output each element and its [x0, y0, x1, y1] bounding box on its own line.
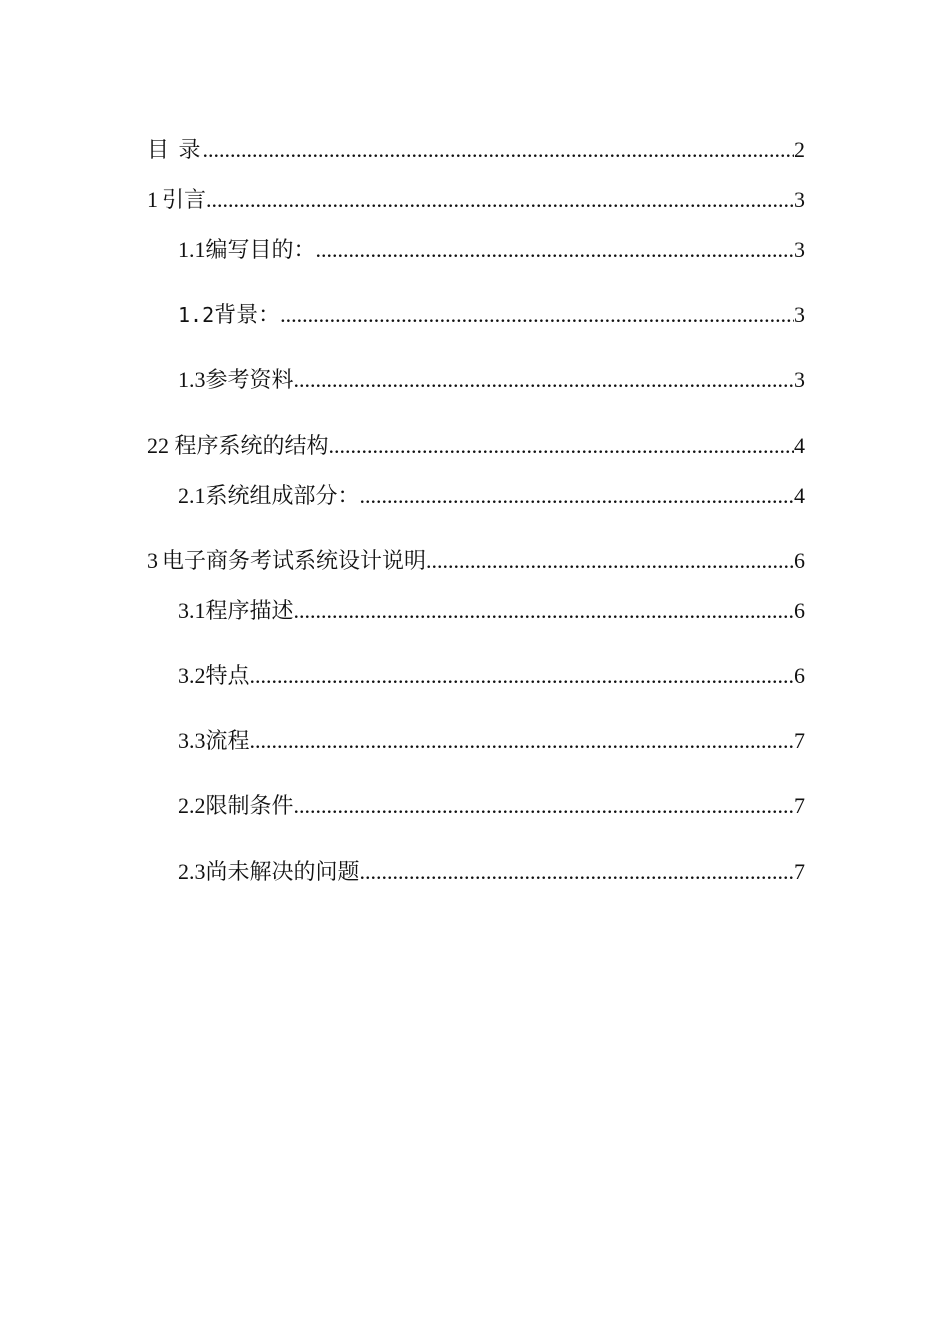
toc-entry-title: 特点	[205, 663, 250, 688]
toc-entry-title: 流程	[205, 728, 250, 753]
dot-leader	[250, 661, 794, 691]
toc-entry-number: 1	[147, 187, 158, 212]
toc-entry-page: 3	[794, 187, 805, 212]
toc-entry-contents[interactable]	[147, 135, 805, 165]
dot-leader	[206, 185, 794, 215]
toc-entry-title: 引言	[162, 187, 207, 212]
toc-entry-number: 1.2	[178, 303, 215, 327]
toc-entry-number: 3.3	[178, 728, 206, 753]
toc-entry-number: 2.3	[178, 859, 206, 884]
toc-entry-1-1[interactable]	[178, 235, 805, 265]
toc-entry-number: 2	[147, 433, 158, 458]
toc-entry-title: 限制条件	[205, 793, 294, 818]
toc-entry-page: 4	[794, 483, 805, 508]
toc-entry-page: 2	[794, 137, 805, 162]
toc-entry-title: 背景：	[214, 302, 281, 327]
toc-entry-title: 电子商务考试系统设计说明	[162, 548, 427, 573]
toc-entry-number: 1.1	[178, 237, 206, 262]
dot-leader	[294, 596, 794, 626]
toc-entry-number: 3.2	[178, 663, 206, 688]
toc-entry-number: 1.3	[178, 367, 206, 392]
toc-entry-number: 2.1	[178, 483, 206, 508]
toc-entry-page: 6	[794, 598, 805, 623]
dot-leader	[294, 791, 794, 821]
toc-entry-3-1[interactable]	[178, 596, 805, 626]
toc-entry-page: 4	[794, 433, 805, 458]
toc-entry-number: 3.1	[178, 598, 206, 623]
toc-entry-3-2[interactable]	[178, 661, 805, 691]
toc-entry-number: 3	[147, 548, 158, 573]
toc-entry-page: 6	[794, 548, 805, 573]
toc-entry-2-3[interactable]	[178, 857, 805, 887]
toc-entry-3[interactable]	[147, 546, 805, 576]
toc-entry-2[interactable]	[147, 431, 805, 461]
toc-entry-page: 3	[794, 237, 805, 262]
toc-entry-page: 7	[794, 859, 805, 884]
dot-leader	[426, 546, 794, 576]
toc-entry-label: 目 录	[147, 137, 203, 162]
toc-entry-page: 6	[794, 663, 805, 688]
toc-entry-title: 尚未解决的问题	[205, 859, 360, 884]
toc-entry-page: 3	[794, 367, 805, 392]
toc-entry-title: 系统组成部分：	[205, 483, 360, 508]
toc-entry-3-3[interactable]	[178, 726, 805, 756]
dot-leader	[280, 300, 794, 330]
toc-entry-title: 编写目的：	[205, 237, 316, 262]
dot-leader	[316, 235, 794, 265]
toc-entry-1-2[interactable]	[178, 300, 805, 330]
toc-entry-title: 参考资料	[205, 367, 294, 392]
dot-leader	[294, 365, 794, 395]
toc-entry-title: 程序描述	[205, 598, 294, 623]
toc-entry-number: 2.2	[178, 793, 206, 818]
dot-leader	[329, 431, 794, 461]
toc-entry-1-3[interactable]	[178, 365, 805, 395]
dot-leader	[360, 857, 794, 887]
toc-entry-page: 7	[794, 793, 805, 818]
toc-entry-2-1[interactable]	[178, 481, 805, 511]
dot-leader	[250, 726, 794, 756]
toc-entry-title: 2 程序系统的结构	[158, 433, 329, 458]
toc-entry-page: 3	[794, 302, 805, 327]
dot-leader	[203, 135, 794, 165]
toc-entry-2-2[interactable]	[178, 791, 805, 821]
toc-entry-page: 7	[794, 728, 805, 753]
toc-entry-1[interactable]	[147, 185, 805, 215]
dot-leader	[360, 481, 794, 511]
